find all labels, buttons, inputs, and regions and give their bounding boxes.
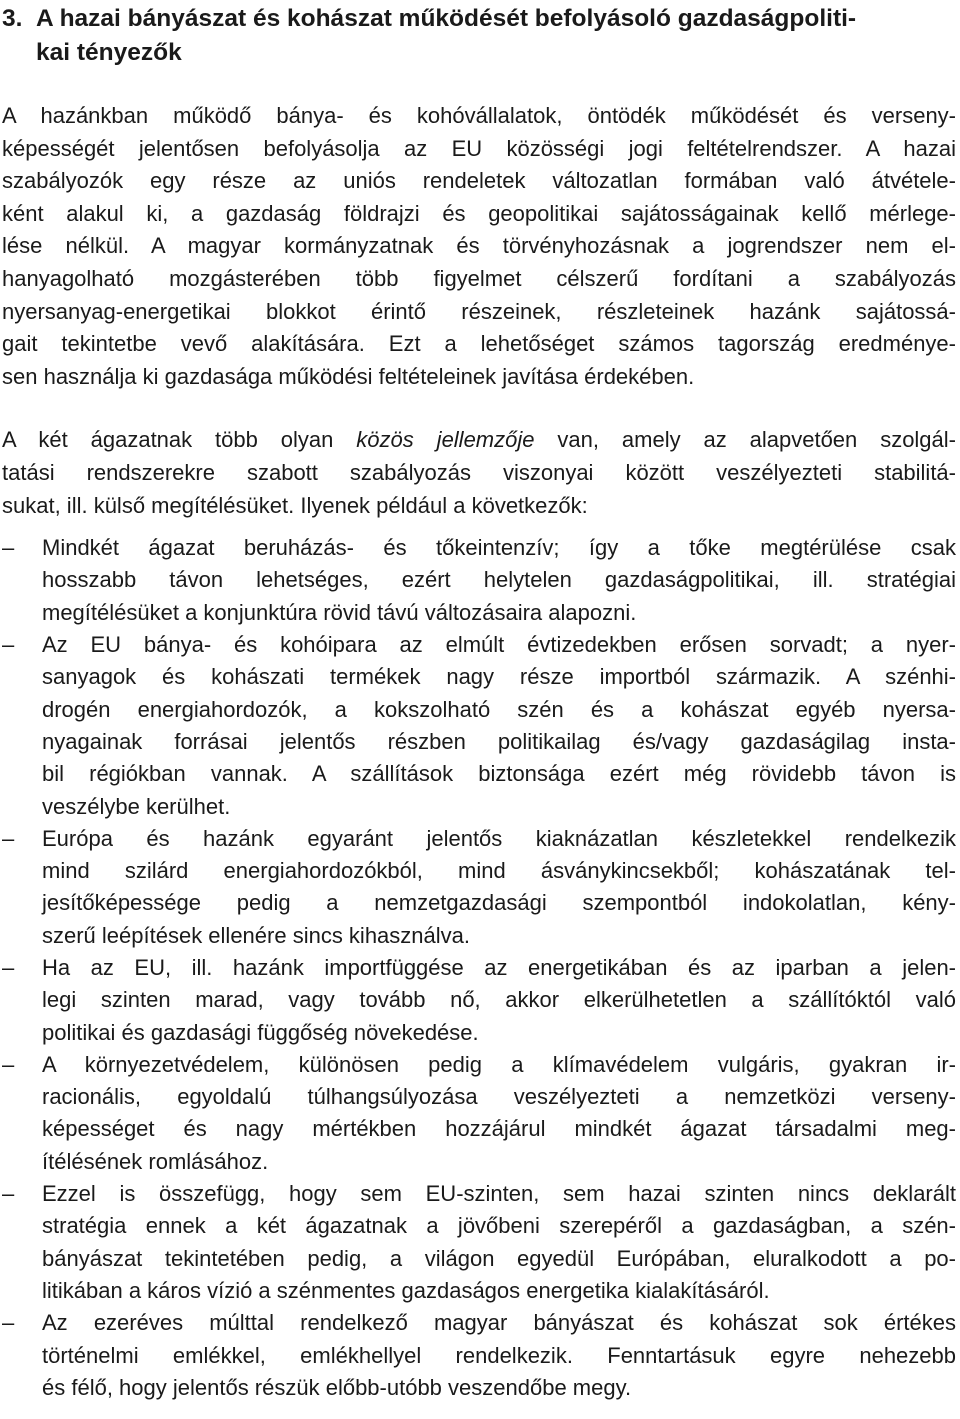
- list-item-line: Európa és hazánk egyaránt jelentős kiaknázatlan készletekkel rendelkezik: [42, 825, 956, 851]
- list-item: [2, 952, 956, 1049]
- paragraph-line: sen használja ki gazdasága működési feltételeinek javítása érdekében.: [2, 363, 695, 389]
- paragraph-line: sukat, ill. külső megítélésüket. Ilyenek például a következők:: [2, 492, 588, 518]
- list-item-line: mind szilárd energiahordozókból, mind ásványkincsekből; kohászatának tel-: [42, 858, 956, 884]
- list-item-line: megítélésüket a konjunktúra rövid távú változásaira alapozni.: [42, 599, 637, 625]
- dash-bullet: –: [2, 825, 15, 851]
- paragraph-text: van, amely az alapvetően szolgál-: [534, 427, 956, 453]
- list-item-line: hosszabb távon lehetséges, ezért helytelen gazdaságpolitikai, ill. stratégiai: [42, 567, 956, 593]
- list-item-line: bil régiókban vannak. A szállítások biztonsága ezért még rövidebb távon is: [42, 761, 956, 787]
- list-item-line: jesítőképessége pedig a nemzetgazdasági szempontból indokolatlan, kény-: [42, 890, 956, 916]
- list-item-line: racionális, egyoldalú túlhangsúlyozása veszélyezteti a nemzetközi verseny-: [42, 1084, 956, 1110]
- list-item-line: Az EU bánya- és kohóipara az elmúlt évtizedekben erősen sorvadt; a nyer-: [42, 632, 956, 658]
- intro-paragraph: [2, 100, 956, 393]
- paragraph-line: lése nélkül. A magyar kormányzatnak és törvényhozásnak a jogrendszer nem el-: [2, 233, 956, 259]
- list-item-line: litikában a káros vízió a szénmentes gazdaságos energetika kialakításáról.: [42, 1277, 770, 1303]
- dash-bullet: –: [2, 1310, 15, 1336]
- list-item-line: politikai és gazdasági függőség növekedése.: [42, 1019, 479, 1045]
- list-item-line: nyagainak forrásai jelentős részben politikailag és/vagy gazdaságilag insta-: [42, 728, 956, 754]
- list-item: [2, 629, 956, 823]
- document-page: [2, 0, 956, 1404]
- list-item: [2, 1307, 956, 1404]
- list-item: [2, 532, 956, 629]
- section-title-line: A hazai bányászat és kohászat működését befolyásoló gazdaságpoliti-: [36, 5, 857, 32]
- section-title-line: kai tényezők: [36, 39, 182, 66]
- paragraph-text: A két ágazatnak több olyan: [2, 427, 357, 453]
- paragraph-line: hanyagolható mozgásterében több figyelmet célszerű fordítani a szabályozás: [2, 265, 956, 291]
- list-item-line: A környezetvédelem, különösen pedig a klímavédelem vulgáris, gyakran ir-: [42, 1051, 956, 1077]
- dash-bullet: –: [2, 1181, 15, 1207]
- list-item-line: legi szinten marad, vagy tovább nő, akkor elkerülhetetlen a szállítóktól való: [42, 987, 956, 1013]
- section-number: 3.: [2, 5, 23, 32]
- list-item: [2, 1178, 956, 1307]
- dash-bullet: –: [2, 632, 15, 658]
- list-item-line: Az ezeréves múlttal rendelkező magyar bányászat és kohászat sok értékes: [42, 1310, 956, 1336]
- list-item-line: Ha az EU, ill. hazánk importfüggése az energetikában és az iparban a jelen-: [42, 954, 956, 980]
- list-item-line: történelmi emlékkel, emlékhellyel rendelkezik. Fenntartásuk egyre nehezebb: [42, 1342, 956, 1368]
- list-item-line: drogén energiahordozók, a kokszolható szén és a kohászat egyéb nyersa-: [42, 696, 956, 722]
- paragraph-line: szabályozók egy része az uniós rendeletek változatlan formában való átvétele-: [2, 168, 956, 194]
- paragraph-line: tatási rendszerekre szabott szabályozás viszonyai között veszélyezteti stabilitá-: [2, 459, 956, 485]
- paragraph-line: képességét jelentősen befolyásolja az EU közösségi jogi feltételrendszer. A hazai: [2, 135, 956, 161]
- list-item: [2, 823, 956, 952]
- paragraph-line: gait tekintetbe vevő alakítására. Ezt a lehetőséget számos tagország eredménye-: [2, 331, 956, 357]
- list-item: [2, 1049, 956, 1178]
- list-item-line: és félő, hogy jelentős részük előbb-utóbb veszendőbe megy.: [42, 1374, 632, 1400]
- list-item-line: Mindkét ágazat beruházás- és tőkeintenzív; így a tőke megtérülése csak: [42, 535, 956, 561]
- common-features-paragraph: [2, 424, 956, 522]
- list-item-line: bányászat tekintetében pedig, a világon egyedül Európában, eluralkodott a po-: [42, 1245, 956, 1271]
- list-item-line: ítélésének romlásához.: [42, 1148, 269, 1174]
- paragraph-line: ként alakul ki, a gazdaság földrajzi és geopolitikai sajátosságainak kellő mérlege-: [2, 200, 956, 226]
- paragraph-line: A hazánkban működő bánya- és kohóvállalatok, öntödék működését és verseny-: [2, 103, 956, 128]
- list-item-line: Ezzel is összefügg, hogy sem EU-szinten, sem hazai szinten nincs deklarált: [42, 1181, 956, 1207]
- paragraph-line: nyersanyag-energetikai blokkot érintő részeinek, részleteinek hazánk sajátossá-: [2, 298, 956, 324]
- list-item-line: sanyagok és kohászati termékek nagy része importból származik. A szénhi-: [42, 664, 956, 690]
- list-item-line: képességet és nagy mértékben hozzájárul mindkét ágazat társadalmi meg-: [42, 1116, 956, 1142]
- dash-bullet: –: [2, 1051, 15, 1077]
- dash-bullet: –: [2, 535, 15, 561]
- list-item-line: veszélybe kerülhet.: [42, 793, 231, 819]
- dash-bullet: –: [2, 954, 15, 980]
- paragraph-line: [2, 424, 956, 457]
- feature-list: [2, 532, 956, 1404]
- list-item-line: szerű leépítések ellenére sincs kihasználva.: [42, 922, 471, 948]
- section-heading: [2, 2, 956, 70]
- list-item-line: stratégia ennek a két ágazatnak a jövőbeni szerepéről a gazdaságban, a szén-: [42, 1213, 956, 1239]
- emphasized-phrase: közös jellemzője: [356, 427, 535, 453]
